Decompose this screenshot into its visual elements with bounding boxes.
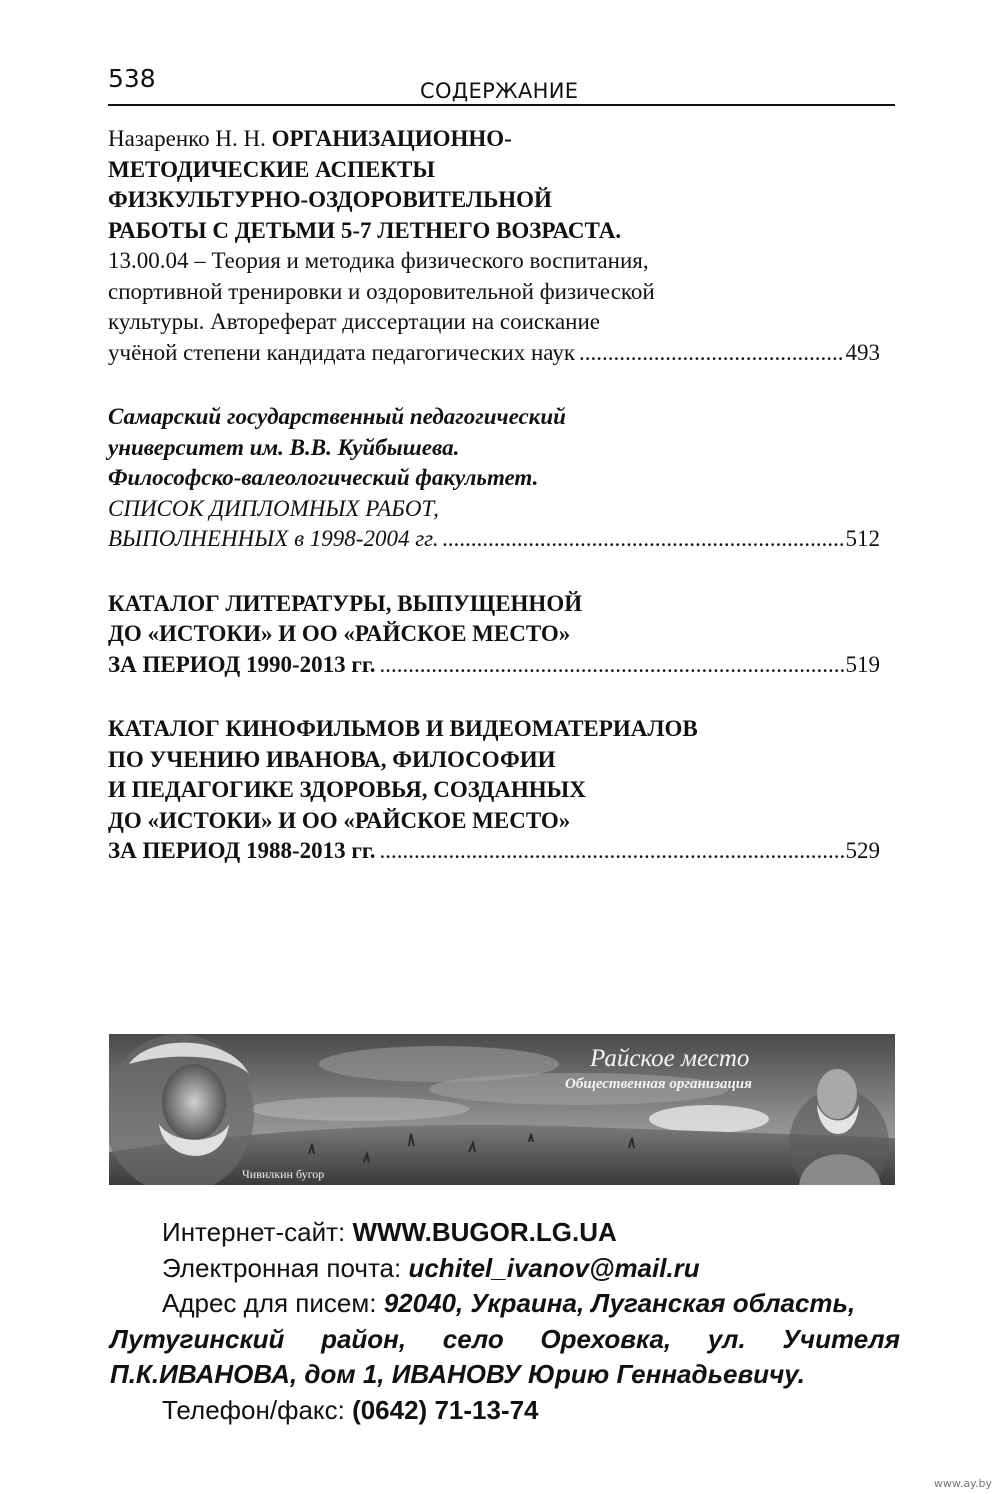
rayskoe-mesto-banner — [109, 1034, 895, 1185]
address-row — [110, 1286, 900, 1322]
website-link[interactable]: WWW.BUGOR.LG.UA — [352, 1217, 617, 1247]
dot-leader — [379, 836, 844, 867]
email-label: Электронная почта: — [162, 1252, 409, 1283]
address-word: Учителя — [782, 1323, 900, 1354]
toc-leader-line — [108, 836, 880, 867]
address-line: 92040, Украина, Луганская область, — [383, 1288, 856, 1318]
elder-portrait-left — [109, 1034, 254, 1185]
address-word: Ореховка, — [540, 1323, 672, 1354]
dot-leader — [443, 524, 845, 555]
running-title: СОДЕРЖАНИЕ — [420, 79, 579, 103]
entry-title-line: ОРГАНИЗАЦИОННО- — [271, 126, 512, 151]
entry-organization-line: Самарский государственный педагогический — [108, 404, 566, 429]
entry-description-line: 13.00.04 – Теория и методика физического воспитания, — [108, 248, 649, 273]
website-row — [110, 1215, 900, 1251]
banner-subtitle: Общественная организация — [565, 1076, 752, 1092]
banner-caption: Чивилкин бугор — [242, 1167, 325, 1181]
toc-entry-film-catalog — [108, 714, 880, 867]
entry-page-number[interactable]: 519 — [845, 651, 880, 677]
entry-title-line: МЕТОДИЧЕСКИЕ АСПЕКТЫ — [108, 156, 435, 182]
address-label: Адрес для писем: — [162, 1288, 384, 1318]
entry-organization-line: университет им. В.В. Куйбышева. — [108, 434, 460, 460]
toc-leader-line — [108, 338, 880, 369]
entry-title-line: ЗА ПЕРИОД 1988-2013 гг. — [108, 838, 376, 863]
entry-title-line: И ПЕДАГОГИКЕ ЗДОРОВЬЯ, СОЗДАННЫХ — [108, 777, 586, 802]
banner-image — [109, 1034, 895, 1185]
watermark: www.ay.by — [933, 1477, 992, 1490]
entry-author: Назаренко Н. Н. — [108, 126, 272, 151]
entry-description-line: культуры. Автореферат диссертации на соискание — [108, 309, 600, 334]
toc-leader-line — [108, 650, 880, 681]
email-row — [110, 1251, 900, 1287]
entry-description-line: спортивной тренировки и оздоровительной физической — [108, 278, 655, 304]
header-rule — [108, 104, 895, 106]
address-word: ул. — [707, 1323, 746, 1354]
email-link[interactable]: uchitel_ivanov@mail.ru — [408, 1252, 700, 1283]
address-word: Лутугинский — [110, 1323, 285, 1354]
toc-leader-line — [108, 524, 880, 555]
dot-leader — [579, 338, 845, 369]
entry-title-line: ДО «ИСТОКИ» И ОО «РАЙСКОЕ МЕСТО» — [108, 807, 571, 833]
entry-organization-line: Философско-валеологический факультет. — [108, 465, 539, 490]
address-line: П.К.ИВАНОВА, дом 1, ИВАНОВУ Юрию Геннадьевичу. — [110, 1359, 805, 1389]
table-of-contents — [108, 124, 880, 901]
entry-title-line: ПО УЧЕНИЮ ИВАНОВА, ФИЛОСОФИИ — [108, 746, 556, 772]
entry-title-line: КАТАЛОГ ЛИТЕРАТУРЫ, ВЫПУЩЕННОЙ — [108, 590, 583, 616]
entry-title-line: ЗА ПЕРИОД 1990-2013 гг. — [108, 651, 376, 677]
contact-info — [110, 1215, 900, 1428]
entry-page-number[interactable]: 529 — [845, 838, 880, 863]
banner-title: Райское место — [590, 1045, 750, 1072]
toc-line — [108, 124, 880, 155]
address-word: район, — [321, 1323, 407, 1354]
entry-title-line: ДО «ИСТОКИ» И ОО «РАЙСКОЕ МЕСТО» — [108, 621, 571, 646]
toc-entry-samara-university — [108, 402, 880, 555]
entry-title-line: РАБОТЫ С ДЕТЬМИ 5-7 ЛЕТНЕГО ВОЗРАСТА. — [108, 217, 622, 243]
entry-page-number[interactable]: 493 — [845, 339, 880, 365]
phone-number[interactable]: (0642) 71-13-74 — [352, 1394, 539, 1425]
page-number: 538 — [108, 64, 156, 93]
entry-description-line: учёной степени кандидата педагогических наук — [108, 339, 575, 365]
entry-title-line: СПИСОК ДИПЛОМНЫХ РАБОТ, — [108, 495, 439, 521]
entry-title-line: ВЫПОЛНЕННЫХ в 1998-2004 гг. — [108, 526, 439, 551]
address-line — [110, 1322, 900, 1358]
entry-title-line: КАТАЛОГ КИНОФИЛЬМОВ И ВИДЕОМАТЕРИАЛОВ — [108, 716, 698, 741]
dot-leader — [379, 650, 844, 681]
address-word: село — [442, 1323, 504, 1354]
phone-row — [110, 1393, 900, 1429]
phone-label: Телефон/факс: — [162, 1394, 353, 1425]
entry-title-line: ФИЗКУЛЬТУРНО-ОЗДОРОВИТЕЛЬНОЙ — [108, 187, 552, 212]
entry-page-number[interactable]: 512 — [845, 526, 880, 551]
toc-entry-literature-catalog — [108, 589, 880, 681]
website-label: Интернет-сайт: — [162, 1217, 353, 1247]
toc-entry-nazarenko — [108, 124, 880, 368]
